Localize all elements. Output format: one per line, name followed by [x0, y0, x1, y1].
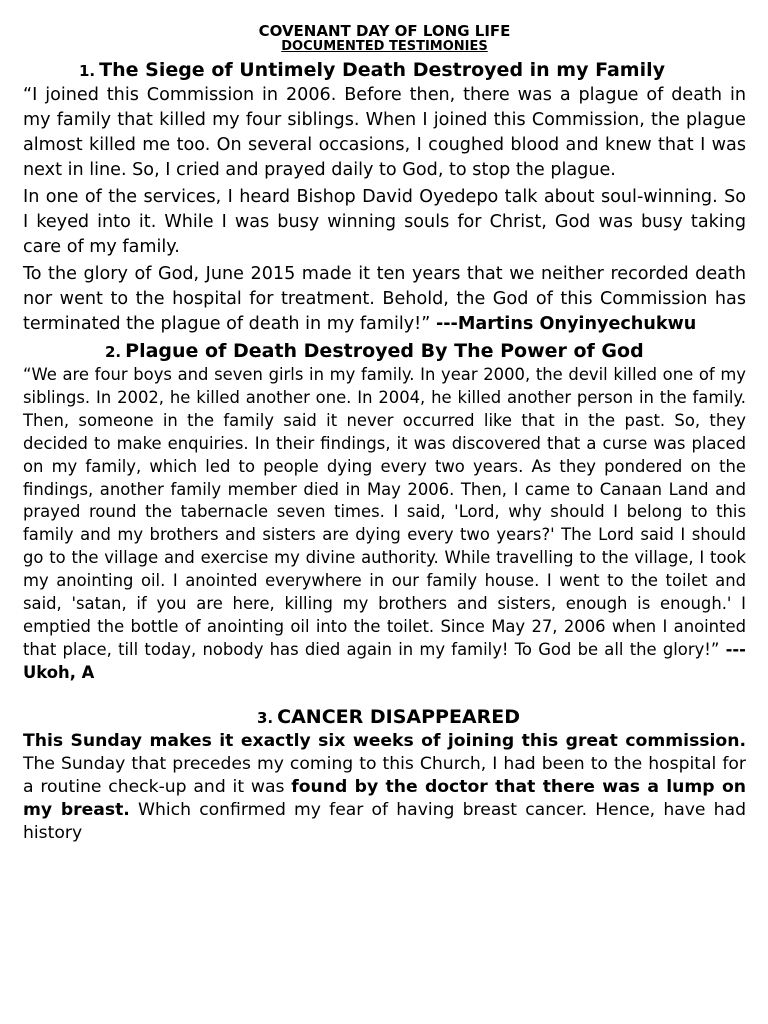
testimony-3-number: 3. — [257, 708, 274, 727]
testimony-3-paragraph — [23, 730, 746, 845]
testimony-1-paragraph-3 — [23, 262, 746, 337]
testimony-3-bold-intro: This Sunday makes it exactly six weeks of joining this great commission. — [23, 730, 746, 751]
document-subtitle: DOCUMENTED TESTIMONIES — [281, 39, 488, 54]
testimony-1-title: The Siege of Untimely Death Destroyed in my Family — [99, 59, 666, 81]
testimony-2-paragraph — [23, 364, 746, 685]
testimony-3-text-2: Which confirmed my fear of having breast cancer. Hence, have had history — [23, 799, 747, 843]
testimony-1-heading — [23, 58, 746, 83]
document-title: COVENANT DAY OF LONG LIFE — [258, 22, 511, 40]
testimony-2-paragraph-text: “We are four boys and seven girls in my family. In year 2000, the devil killed one of my siblings. In 2002, he killed another one. In 2004, he killed another person in the family. Then, someone in the family said it never occurred like that in the past. So, they decided to make enquiries. In their findings, it was discovered that a curse was placed on my family, which led to people dying every two years. As they pondered on the findings, another family member died in May 2006. Then, I came to Canaan Land and prayed round the tabernacle seven times. I said, 'Lord, why should I belong to this family and my brothers and sisters are dying every two years?' The Lord said I should go to the village and exercise my divine authority. While travelling to the village, I took my anointing oil. I anointed everywhere in our family house. I went to the toilet and said, 'satan, if you are here, killing my brothers and sisters, enough is enough.' I emptied the bottle of anointing oil into the toilet. Since May 27, 2006 when I anointed that place, till today, nobody has died again in my family! To God be all the glory!” — [23, 365, 746, 659]
testimony-1-paragraph-1: “I joined this Commission in 2006. Before then, there was a plague of death in my family that killed my four siblings. When I joined this Commission, the plague almost killed me too. On several occasions, I coughed blood and knew that I was next in line. So, I cried and prayed daily to God, to stop the plague. — [23, 85, 746, 180]
testimony-3-text-1: The Sunday that precedes my coming to this Church, I had been to the hospital for a routine check-up and it was — [23, 753, 746, 797]
testimony-1-signature: ---Martins Onyinyechukwu — [435, 314, 697, 334]
testimony-1-paragraph-2: In one of the services, I heard Bishop David Oyedepo talk about soul-winning. So I keyed into it. While I was busy winning souls for Christ, God was busy taking care of my family. — [23, 187, 746, 257]
testimony-1-number: 1. — [79, 62, 96, 80]
testimony-2-title: Plague of Death Destroyed By The Power of God — [125, 340, 644, 362]
testimony-3-title: CANCER DISAPPEARED — [277, 705, 521, 728]
testimony-1-paragraph-3-text: To the glory of God, June 2015 made it ten years that we neither recorded death nor went to the hospital for treatment. Behold, the God of this Commission has terminated the plague of death in my family!” — [23, 264, 746, 334]
testimony-3-heading — [23, 705, 746, 730]
testimony-2-signature: ---Ukoh, A — [23, 639, 746, 682]
testimony-2-number: 2. — [105, 343, 122, 361]
testimony-2-heading — [23, 339, 746, 364]
testimony-3-bold-finding: found by the doctor that there was a lump on my breast. — [23, 776, 746, 820]
